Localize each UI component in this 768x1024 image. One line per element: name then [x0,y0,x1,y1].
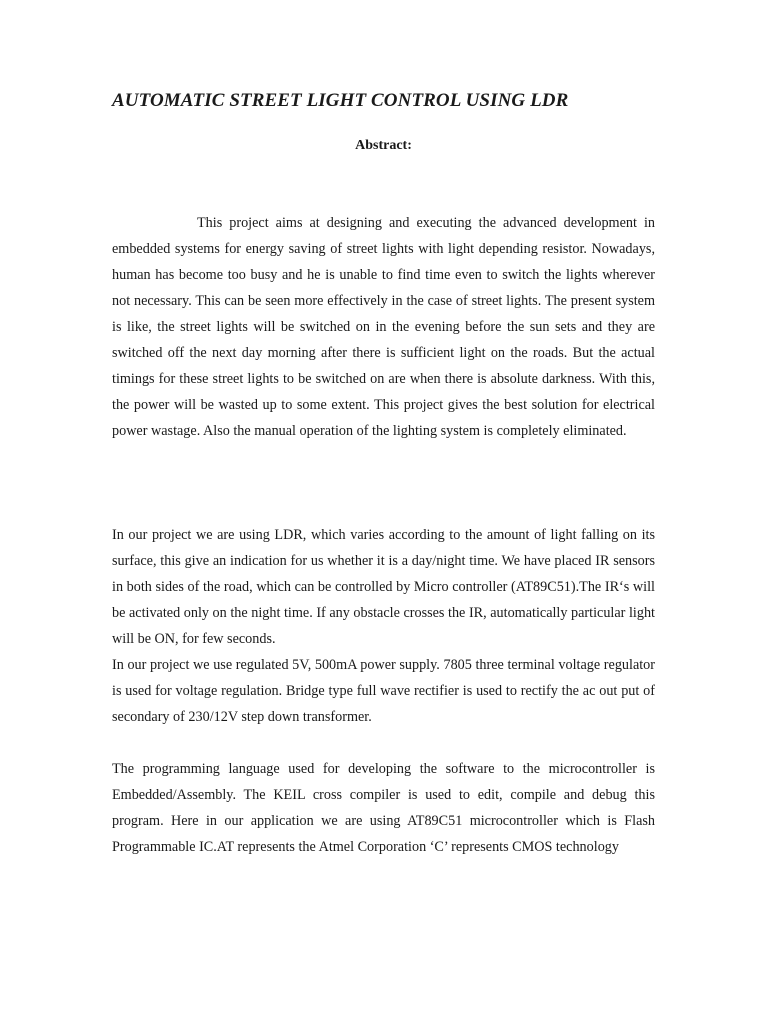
paragraph-3: In our project we use regulated 5V, 500mA power supply. 7805 three terminal voltage regulator is used for voltage regulation. Bridge type full wave rectifier is used to rectify the ac out put of secondary of 230/12V step down transformer. [112,657,655,725]
paragraph-4: The programming language used for developing the software to the microcontroller is Embedded/Assembly. The KEIL cross compiler is used to edit, compile and debug this program. Here in our application we are using AT89C51 microcontroller which is Flash Programmable IC.AT represents the Atmel Corporation ‘C’ represents CMOS technology [112,761,655,855]
document-title: AUTOMATIC STREET LIGHT CONTROL USING LDR [112,90,569,111]
paragraph-1: This project aims at designing and executing the advanced development in embedded systems for energy saving of street lights with light depending resistor. Nowadays, human has become too busy and he is unable to find time even to switch the lights wherever not necessary. This can be seen more effectively in the case of street lights. The present system is like, the street lights will be switched on in the evening before the sun sets and they are switched off the next day morning after there is sufficient light on the roads. But the actual timings for these street lights to be switched on are when there is absolute darkness. With this, the power will be wasted up to some extent. This project gives the best solution for electrical power wastage. Also the manual operation of the lighting system is completely eliminated. [112,215,655,439]
paragraph-2: In our project we are using LDR, which varies according to the amount of light falling on its surface, this give an indication for us whether it is a day/night time. We have placed IR sensors in both sides of the road, which can be controlled by Micro controller (AT89C51).The IR‘s will be activated only on the night time. If any obstacle crosses the IR, automatically particular light will be ON, for few seconds. [112,527,655,647]
abstract-heading: Abstract: [355,138,412,153]
